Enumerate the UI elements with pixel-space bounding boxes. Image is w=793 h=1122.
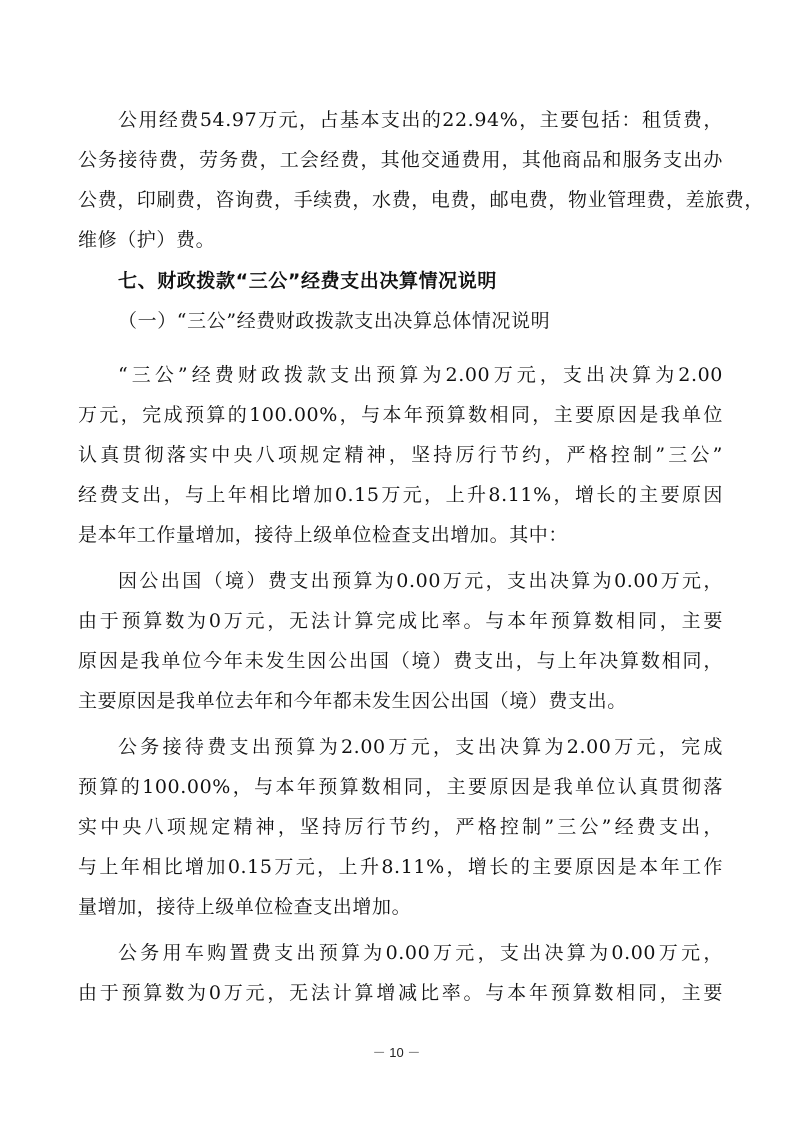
paragraph-line: 因公出国（境）费支出预算为0.00万元，支出决算为0.00万元， [118, 570, 723, 592]
paragraph-line: 经费支出，与上年相比增加0.15万元，上升8.11%，增长的主要原因 [78, 484, 723, 506]
paragraph-line: 实中央八项规定精神，坚持厉行节约，严格控制”三公”经费支出， [78, 816, 723, 838]
paragraph-line: “三公”经费财政拨款支出预算为2.00万元，支出决算为2.00 [118, 364, 723, 386]
paragraph-line: 原因是我单位今年未发生因公出国（境）费支出，与上年决算数相同， [78, 650, 723, 672]
paragraph-line: 主要原因是我单位去年和今年都未发生因公出国（境）费支出。 [78, 690, 627, 712]
paragraph-line: 预算的100.00%，与本年预算数相同，主要原因是我单位认真贯彻落 [78, 776, 723, 798]
paragraph-line: 公费，印刷费，咨询费，手续费，水费，电费，邮电费，物业管理费，差旅费， [78, 189, 765, 211]
paragraph-line: 与上年相比增加0.15万元，上升8.11%，增长的主要原因是本年工作 [78, 856, 723, 878]
paragraph-line: 是本年工作量增加，接待上级单位检查支出增加。其中： [78, 524, 569, 546]
paragraph-line: 公务用车购置费支出预算为0.00万元，支出决算为0.00万元， [118, 942, 723, 964]
paragraph-line: 由于预算数为0万元，无法计算完成比率。与本年预算数相同，主要 [78, 610, 723, 632]
page-number: － 10 － [372, 1045, 421, 1060]
paragraph-line: 由于预算数为0万元，无法计算增减比率。与本年预算数相同，主要 [78, 982, 723, 1004]
paragraph-line: 公务接待费，劳务费，工会经费，其他交通费用，其他商品和服务支出办 [78, 149, 723, 171]
paragraph-line: 量增加，接待上级单位检查支出增加。 [78, 896, 412, 918]
paragraph-line: 万元，完成预算的100.00%，与本年预算数相同，主要原因是我单位 [78, 404, 723, 426]
section-heading: 七、财政拨款“三公”经费支出决算情况说明 [118, 270, 497, 292]
paragraph-line: 公务接待费支出预算为2.00万元，支出决算为2.00万元，完成 [118, 736, 723, 758]
subsection-heading: （一）“三公”经费财政拨款支出决算总体情况说明 [118, 310, 551, 332]
paragraph-line: 公用经费54.97万元，占基本支出的22.94%，主要包括：租赁费， [118, 109, 723, 131]
paragraph-line: 认真贯彻落实中央八项规定精神，坚持厉行节约，严格控制”三公” [78, 444, 723, 466]
paragraph-line: 维修（护）费。 [78, 229, 216, 251]
